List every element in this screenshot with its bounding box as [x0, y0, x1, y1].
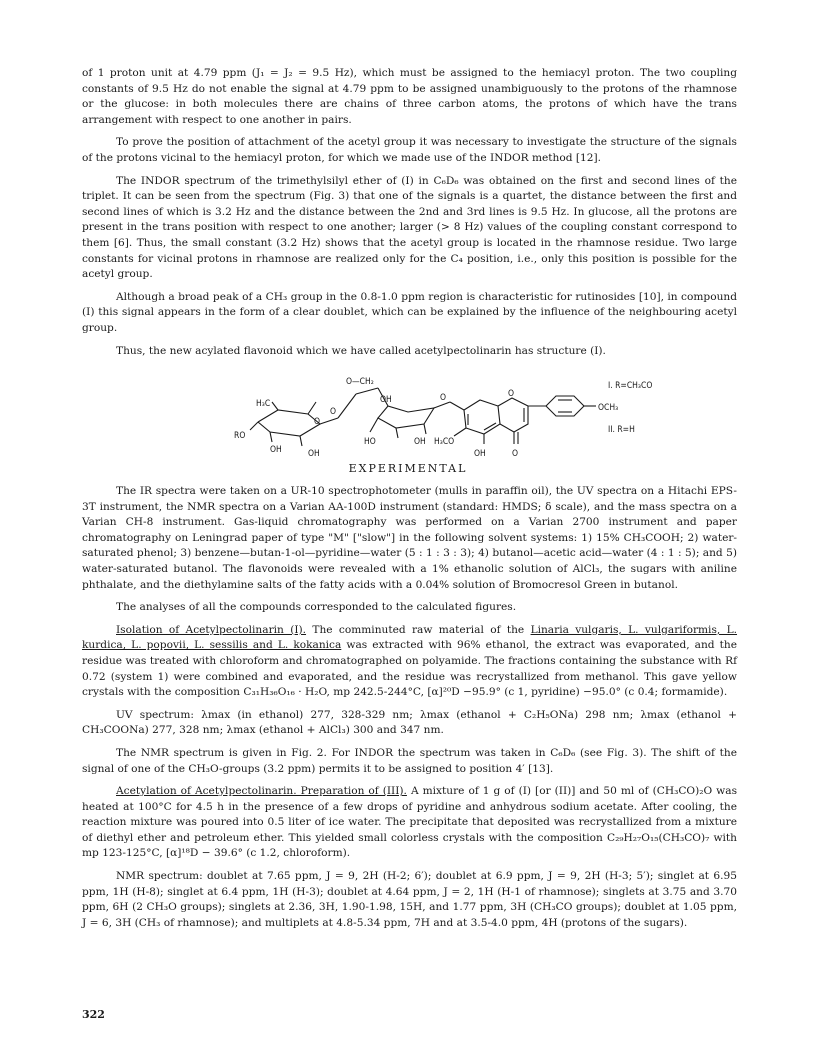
label-och3: OCH₃ [598, 403, 619, 413]
label-o-4: O [508, 389, 515, 399]
acetylation-heading: Acetylation of Acetylpectolinarin. Preparation of (III). [116, 785, 407, 798]
paragraph-2: To prove the position of attachment of the acetyl group it was necessary to investigate the structure of the signals of the protons vicinal to the hemiacyl proton, for which we made use of the INDOR method [12]. [82, 136, 737, 164]
paragraph-3: The INDOR spectrum of the trimethylsilyl ether of (I) in C₆D₆ was obtained on the first and second lines of the triplet. It can be seen from the spectrum (Fig. 3) that one of the signals is a quartet, the distance between the first and second lines of which is 3.2 Hz and the distance between the 2nd and 3rd lines is 9.5 Hz. In glucose, all the protons are present in the trans position with respect to one another; larger (> 8 Hz) values of the coupling constant correspond to them [6]. Thus, the small constant (3.2 Hz) shows that the acetyl group is located in the rhamnose residue. Two large constants for vicinal protons in rhamnose are realized only for the C₄ position, i.e., only this position is possible for the acetyl group. [82, 174, 737, 281]
page-number: 322 [82, 1008, 105, 1021]
paragraph-8 [82, 623, 737, 701]
label-r-acetyl: I. R=CH₃CO [608, 381, 653, 391]
label-oh-4: OH [414, 437, 426, 447]
acetylation-text: A mixture of 1 g of (I) [or (II)] and 50 ml of (CH₃CO)₂O was heated at 100°C for 4.5 h in the presence of a few drops of pyridine and anhydrous sodium acetate. After cooling, the reaction mixture was poured into 0.5 liter of ice water. The precipitate that deposited was recrystallized from a mixture of diethyl ether and petroleum ether. This yielded small colorless crystals with the composition C₂₉H₂₇O₁₅(CH₃CO)₇ with mp 123-125°C, [α]¹⁸D − 39.6° (c 1.2, chloroform). [82, 785, 738, 860]
label-ho: HO [364, 437, 376, 447]
label-o-1: O [314, 417, 321, 427]
paragraph-4: Although a broad peak of a CH₃ group in the 0.8-1.0 ppm region is characteristic for rutinosides [10], in compound (I) this signal appears in the form of a clear doublet, which can be explained by the influence of the neighbouring acetyl group. [82, 290, 737, 334]
isolation-text-b: was extracted with 96% ethanol, the extract was evaporated, and the residue was treated with chloroform and chromatographed on polyamide. The fractions containing the substance with Rf 0.72 (system 1) were combined and evaporated, and the residue was recrystallized from methanol. This gave yellow crystals with the composition C₃₁H₃₆O₁₆ · H₂O, mp 242.5-244°C, [α]²⁰D −95.9° (c 1, pyridine) −95.0° (c 0.4; formamide). [82, 639, 737, 699]
label-ro: RO [234, 431, 246, 441]
paragraph-6: The IR spectra were taken on a UR-10 spectrophotometer (mulls in paraffin oil), the UV spectra on a Hitachi EPS-3T instrument, the NMR spectra on a Varian AA-100D instrument (standard: HMDS; δ scale), and the mass spectra on a Varian CH-8 instrument. Gas-liquid chromatography was performed on a Varian 2700 instrument and paper chromatography on Leningrad paper of type "M" ["slow"] in the following solvent systems: 1) 15% CH₃COOH; 2) water-saturated phenol; 3) benzene—butan-1-ol—pyridine—water (5 : 1 : 3 : 3); 4) butanol—acetic acid—water (4 : 1 : 5); and 5) water-saturated butanol. The flavonoids were revealed with a 1% ethanolic solution of AlCl₃, the sugars with aniline phthalate, and the diethylamine salts of the fatty acids with a 0.04% solution of Bromocresol Green in butanol. [82, 485, 737, 591]
chemical-structure [228, 372, 668, 464]
structure-drawing [228, 372, 668, 464]
paragraph-5: Thus, the new acylated flavonoid which we have called acetylpectolinarin has structure (I). [116, 344, 606, 357]
label-o-3: O [440, 393, 447, 403]
label-o-5: O [512, 449, 519, 459]
section-heading: EXPERIMENTAL [348, 462, 468, 475]
paragraph-11 [82, 784, 737, 862]
isolation-heading: Isolation of Acetylpectolinarin (I). [116, 623, 307, 636]
label-h3c: H₃C [256, 399, 271, 409]
species-list: Linaria vulgaris, L. vulgariformis, L. kurdica, L. popovii, L. sessilis and L. kokanica [82, 623, 738, 652]
label-ch2: O—CH₂ [346, 377, 374, 387]
isolation-text-a: The comminuted raw material of the [306, 623, 531, 636]
label-oh-3: OH [380, 395, 392, 405]
text-block-top [82, 66, 737, 359]
paragraph-9: UV spectrum: λmax (in ethanol) 277, 328-329 nm; λmax (ethanol + C₂H₅ONa) 298 nm; λmax (ethanol + CH₃COONa) 277, 328 nm; λmax (ethanol + AlCl₃) 300 and 347 nm. [82, 708, 737, 737]
text-block-bottom [82, 484, 737, 931]
label-oh-2: OH [308, 449, 320, 459]
label-r-h: II. R=H [608, 425, 635, 435]
paragraph-7: The analyses of all the compounds corresponded to the calculated figures. [116, 601, 517, 614]
label-o-2: O [330, 407, 337, 417]
paragraph-10: The NMR spectrum is given in Fig. 2. For INDOR the spectrum was taken in C₆D₆ (see Fig. 3). The shift of the signal of one of the CH₃O-groups (3.2 ppm) permits it to be assigned to position 4′ [13]. [82, 746, 737, 775]
paragraph-12: NMR spectrum: doublet at 7.65 ppm, J = 9, 2H (H-2; 6′); doublet at 6.9 ppm, J = 9, 2H (H-3; 5′); singlet at 6.95 ppm, 1H (H-8); singlet at 6.4 ppm, 1H (H-3); doublet at 4.64 ppm, J = 2, 1H (H-1 of rhamnose); singlets at 3.75 and 3.70 ppm, 6H (2 CH₃O groups); singlets at 2.36, 3H, 1.90-1.98, 15H, and 1.77 ppm, 3H (CH₃CO groups); doublet at 1.05 ppm, J = 6, 3H (CH₃ of rhamnose); and multiplets at 4.8-5.34 ppm, 7H and at 3.5-4.0 ppm, 4H (protons of the sugars). [82, 870, 737, 929]
paragraph-1: of 1 proton unit at 4.79 ppm (J₁ = J₂ = 9.5 Hz), which must be assigned to the hemiacyl proton. The two coupling constants of 9.5 Hz do not enable the signal at 4.79 ppm to be assigned unambiguously to the protons of the rhamnose or the glucose: in both molecules there are chains of three carbon atoms, the protons of which have the trans arrangement with respect to one another in pairs. [82, 67, 737, 126]
label-h3co: H₃CO [434, 437, 455, 447]
label-oh-1: OH [270, 445, 282, 455]
label-oh-5: OH [474, 449, 486, 459]
